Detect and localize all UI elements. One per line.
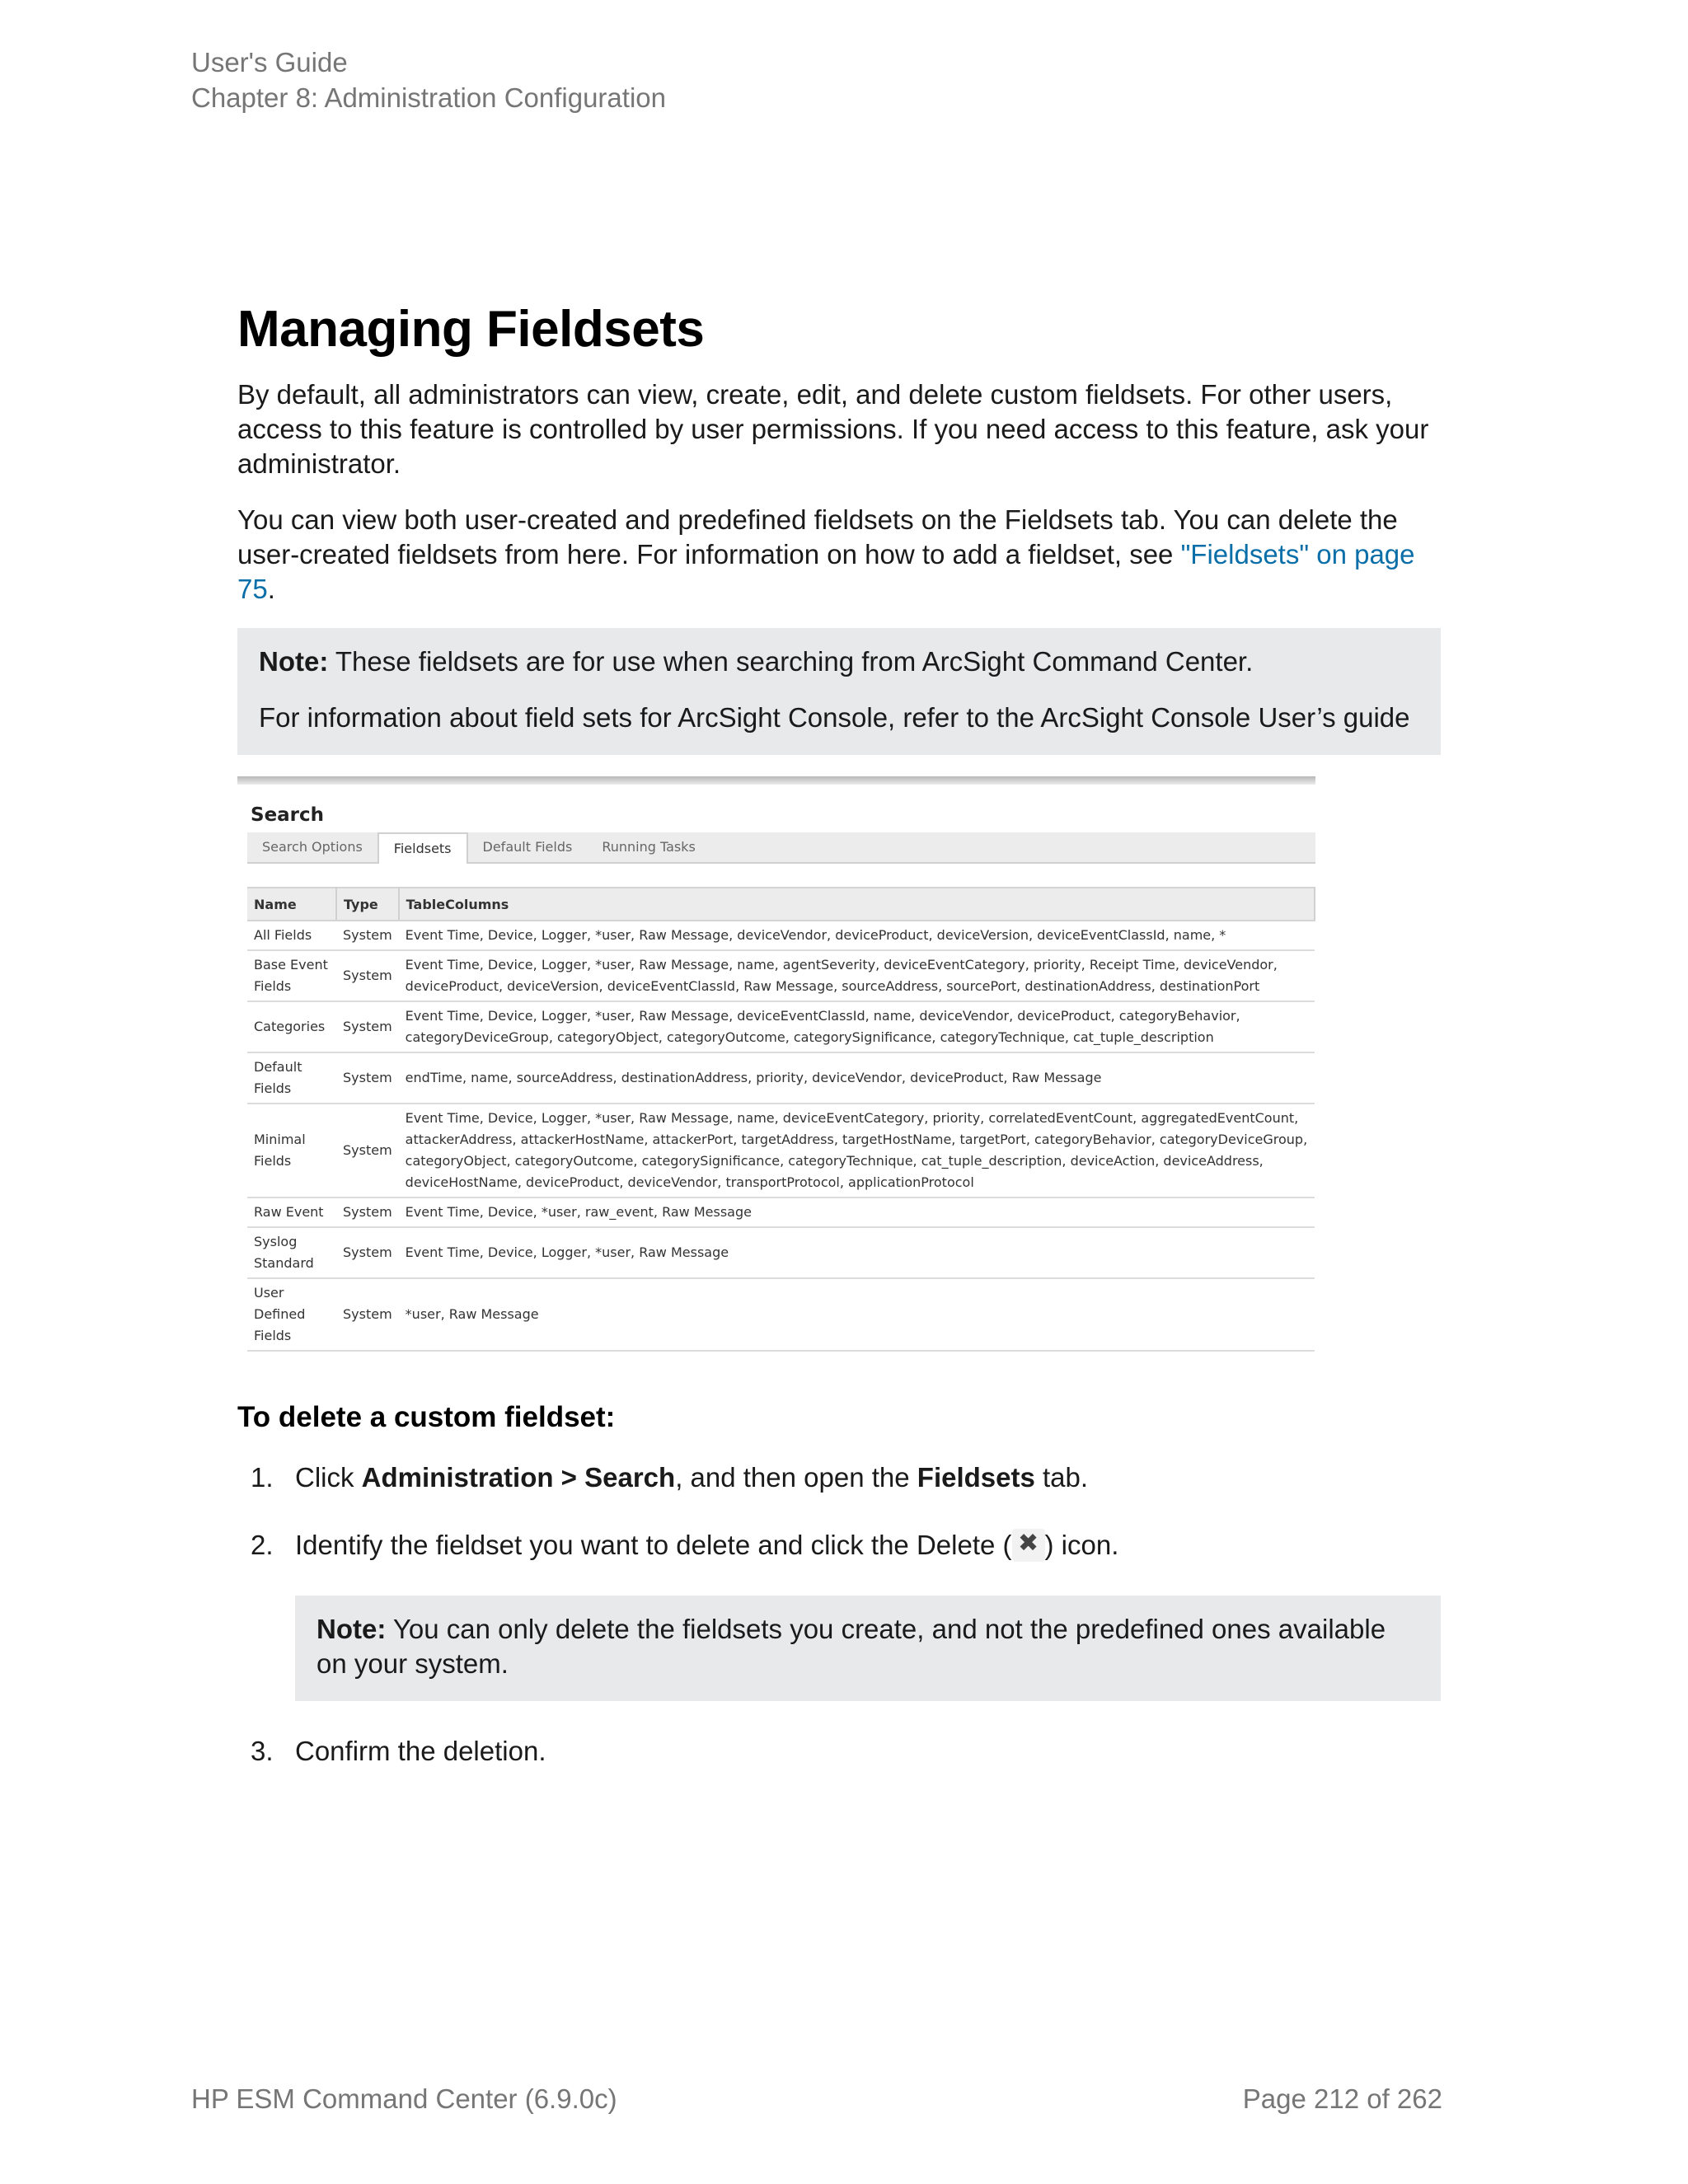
step-3: 3. Confirm the deletion. [237, 1734, 1441, 1769]
running-header [191, 45, 666, 115]
delete-icon: ✖ [1012, 1529, 1045, 1562]
row-columns: Event Time, Device, Logger, *user, Raw Message, deviceVendor, deviceProduct, deviceVersion, deviceEventClassId, name, * [399, 921, 1315, 950]
row-columns: *user, Raw Message [399, 1278, 1315, 1351]
tab-default-fields[interactable]: Default Fields [482, 839, 573, 855]
procedure-heading: To delete a custom fieldset: [237, 1401, 616, 1433]
table-row[interactable] [247, 1227, 1315, 1278]
fieldsets-link[interactable]: "Fieldsets" on page 75 [237, 539, 1415, 604]
table-row[interactable] [247, 1001, 1315, 1052]
search-title: Search [251, 804, 325, 826]
row-type: System [336, 1052, 399, 1104]
row-type: System [336, 921, 399, 950]
intro-paragraph-1: By default, all administrators can view, create, edit, and delete custom fieldsets. For other users, access to this feature is controlled by user permissions. If you need access to this feature, ask your administrator. [237, 379, 1429, 479]
step-2: 2. Identify the fieldset you want to delete and click the Delete ( ✖ ) icon. Note: You can only delete the fieldsets you create, and not the predefined ones available on your system. [237, 1528, 1441, 1701]
intro-paragraph-2: You can view both user-created and predefined fieldsets on the Fieldsets tab. You can delete the user-created fieldsets from here. For information on how to add a fieldset, see "Fieldsets" on page 75. [237, 504, 1415, 604]
row-name: Syslog Standard [247, 1227, 336, 1278]
search-tabs [247, 832, 1315, 864]
step-number: 3. [251, 1736, 274, 1766]
row-name: All Fields [247, 921, 336, 950]
fieldsets-table [247, 887, 1315, 1352]
table-row[interactable] [247, 921, 1315, 950]
tab-running-tasks[interactable]: Running Tasks [602, 839, 696, 855]
row-type: System [336, 1197, 399, 1227]
step-number: 1. [251, 1462, 274, 1493]
row-type: System [336, 1278, 399, 1351]
step-2-note: Note: You can only delete the fieldsets you create, and not the predefined ones available on your system. [295, 1596, 1441, 1701]
row-name: Default Fields [247, 1052, 336, 1104]
page-content [237, 297, 1441, 1802]
row-name: Raw Event [247, 1197, 336, 1227]
tab-search-options[interactable]: Search Options [262, 839, 363, 855]
footer-product: HP ESM Command Center (6.9.0c) [191, 2083, 617, 2114]
column-header-tablecolumns[interactable]: TableColumns [399, 888, 1315, 921]
screenshot-topbar [237, 776, 1315, 785]
row-type: System [336, 950, 399, 1001]
step-1: 1. Click Administration > Search, and then open the Fieldsets tab. [237, 1460, 1441, 1495]
page-title: Managing Fieldsets [237, 301, 705, 358]
row-type: System [336, 1001, 399, 1052]
table-header-row [247, 888, 1315, 921]
row-name: Categories [247, 1001, 336, 1052]
row-columns: Event Time, Device, Logger, *user, Raw Message, deviceEventClassId, name, deviceVendor, deviceProduct, categoryBehavior, categoryDeviceGroup, categoryObject, categoryOutcome, categorySignificance, categoryTechnique, cat_tuple_description [399, 1001, 1315, 1052]
chapter-title: Chapter 8: Administration Configuration [191, 82, 666, 113]
table-row[interactable] [247, 1278, 1315, 1351]
menu-path: Administration > Search [361, 1462, 676, 1493]
row-columns: Event Time, Device, Logger, *user, Raw Message, name, deviceEventCategory, priority, correlatedEventCount, aggregatedEventCount, attackerAddress, attackerHostName, attackerPort, targetAddress, targetHostName, targetPort, categoryBehavior, categoryDeviceGroup, categoryObject, categoryOutcome, categorySignificance, categoryTechnique, cat_tuple_description, deviceAction, deviceAddress, deviceHostName, deviceProduct, deviceVendor, transportProtocol, applicationProtocol [399, 1104, 1315, 1197]
row-name: Minimal Fields [247, 1104, 336, 1197]
row-type: System [336, 1227, 399, 1278]
column-header-name[interactable]: Name [247, 888, 336, 921]
row-name: User Defined Fields [247, 1278, 336, 1351]
note-box: Note: These fieldsets are for use when searching from ArcSight Command Center. For information about field sets for ArcSight Console, refer to the ArcSight Console User’s guide [237, 628, 1441, 755]
tab-name: Fieldsets [917, 1462, 1035, 1493]
table-row[interactable] [247, 1197, 1315, 1227]
guide-title: User's Guide [191, 47, 348, 77]
row-type: System [336, 1104, 399, 1197]
note-label: Note: [259, 646, 329, 677]
table-row[interactable] [247, 950, 1315, 1001]
column-header-type[interactable]: Type [336, 888, 399, 921]
row-columns: Event Time, Device, Logger, *user, Raw Message [399, 1227, 1315, 1278]
fieldsets-screenshot [237, 776, 1315, 1352]
table-row[interactable] [247, 1052, 1315, 1104]
tab-fieldsets[interactable]: Fieldsets [377, 832, 468, 864]
step-number: 2. [251, 1530, 274, 1560]
row-name: Base Event Fields [247, 950, 336, 1001]
table-row[interactable] [247, 1104, 1315, 1197]
procedure-steps [237, 1460, 1441, 1769]
row-columns: endTime, name, sourceAddress, destinationAddress, priority, deviceVendor, deviceProduct, Raw Message [399, 1052, 1315, 1104]
row-columns: Event Time, Device, *user, raw_event, Raw Message [399, 1197, 1315, 1227]
note-label: Note: [316, 1614, 387, 1644]
footer-page-number: Page 212 of 262 [1242, 2083, 1442, 2114]
row-columns: Event Time, Device, Logger, *user, Raw Message, name, agentSeverity, deviceEventCategory, priority, Receipt Time, deviceVendor, deviceProduct, deviceVersion, deviceEventClassId, Raw Message, sourceAddress, sourcePort, destinationAddress, destinationPort [399, 950, 1315, 1001]
